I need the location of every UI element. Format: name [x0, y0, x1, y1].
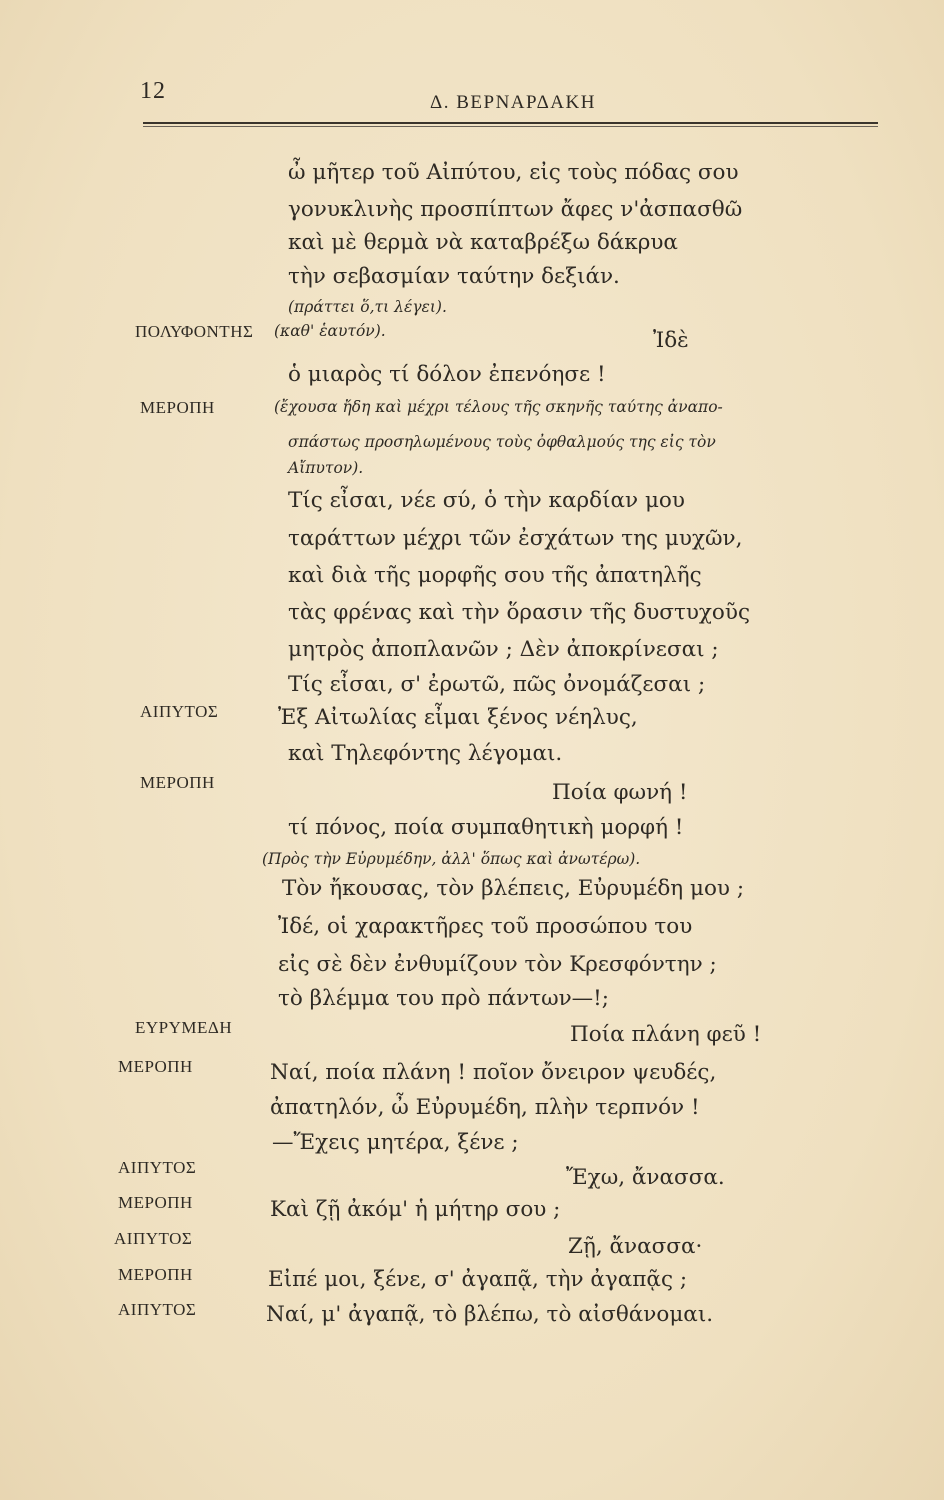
verse-line: Ἰδὲ: [653, 328, 689, 353]
speaker-name: ΑΙΠΥΤΟΣ: [118, 1300, 197, 1319]
verse-line: Ναί, ποία πλάνη ! ποῖον ὄνειρον ψευδές,: [270, 1060, 717, 1085]
verse-line: ὁ μιαρὸς τί δόλον ἐπενόησε !: [288, 362, 606, 387]
verse-line: Ζῇ, ἄνασσα·: [568, 1234, 703, 1259]
verse-line: τὰς φρένας καὶ τὴν ὅρασιν τῆς δυστυχοῦς: [288, 600, 750, 625]
speaker-name: ΕΥΡΥΜΕΔΗ: [135, 1018, 233, 1037]
verse-line: ὦ μῆτερ τοῦ Αἰπύτου, εἰς τοὺς πόδας σου: [288, 160, 739, 185]
verse-line: εἰς σὲ δὲν ἐνθυμίζουν τὸν Κρεσφόντην ;: [278, 952, 717, 977]
stage-direction: (καθ' ἑαυτόν).: [274, 322, 386, 340]
verse-line: ταράττων μέχρι τῶν ἐσχάτων της μυχῶν,: [288, 526, 743, 551]
verse-line: καὶ μὲ θερμὰ νὰ καταβρέξω δάκρυα: [288, 230, 678, 255]
verse-line: —Ἔχεις μητέρα, ξένε ;: [272, 1130, 519, 1155]
speaker-name: ΜΕΡΟΠΗ: [118, 1265, 193, 1284]
verse-line: καὶ διὰ τῆς μορφῆς σου τῆς ἀπατηλῆς: [288, 563, 702, 588]
verse-line: Ποία πλάνη φεῦ !: [570, 1022, 762, 1047]
speaker-name: ΜΕΡΟΠΗ: [140, 773, 215, 792]
verse-line: Εἰπέ μοι, ξένε, σ' ἀγαπᾷ, τὴν ἀγαπᾷς ;: [268, 1267, 688, 1292]
verse-line: Ἰδέ, οἱ χαρακτῆρες τοῦ προσώπου του: [278, 914, 693, 939]
stage-direction: (ἔχουσα ἤδη καὶ μέχρι τέλους τῆς σκηνῆς ταύτης ἀναπο-: [274, 398, 723, 416]
speaker-name: ΑΙΠΥΤΟΣ: [140, 702, 219, 721]
speaker-name: ΠΟΛΥΦΟΝΤΗΣ: [135, 322, 254, 341]
verse-line: Τὸν ἤκουσας, τὸν βλέπεις, Εὐρυμέδη μου ;: [282, 876, 745, 901]
stage-direction: σπάστως προσηλωμένους τοὺς ὀφθαλμούς της εἰς τὸν: [288, 433, 716, 451]
page-number: 12: [140, 78, 166, 104]
verse-line: Τίς εἶσαι, σ' ἐρωτῶ, πῶς ὀνομάζεσαι ;: [288, 672, 706, 697]
verse-line: Ἔχω, ἄνασσα.: [566, 1165, 725, 1190]
speaker-name: ΜΕΡΟΠΗ: [140, 398, 215, 417]
verse-line: ἀπατηλόν, ὦ Εὐρυμέδη, πλὴν τερπνόν !: [270, 1095, 700, 1120]
header-rule-thin: [143, 126, 878, 127]
verse-line: μητρὸς ἀποπλανῶν ; Δὲν ἀποκρίνεσαι ;: [288, 637, 719, 662]
verse-line: τὸ βλέμμα του πρὸ πάντων—!;: [278, 986, 610, 1011]
speaker-name: ΑΙΠΥΤΟΣ: [118, 1158, 197, 1177]
verse-line: Τίς εἶσαι, νέε σύ, ὁ τὴν καρδίαν μου: [288, 488, 685, 513]
verse-line: Ναί, μ' ἀγαπᾷ, τὸ βλέπω, τὸ αἰσθάνομαι.: [266, 1302, 714, 1327]
header-rule: [143, 122, 878, 124]
verse-line: καὶ Τηλεφόντης λέγομαι.: [288, 741, 563, 766]
verse-line: Ποία φωνή !: [552, 780, 688, 805]
speaker-name: ΜΕΡΟΠΗ: [118, 1057, 193, 1076]
verse-line: γονυκλινὴς προσπίπτων ἄφες ν'ἀσπασθῶ: [288, 197, 743, 222]
stage-direction: Αἴπυτον).: [288, 459, 364, 477]
verse-line: τὴν σεβασμίαν ταύτην δεξιάν.: [288, 264, 620, 289]
verse-line: τί πόνος, ποία συμπαθητικὴ μορφή !: [288, 815, 684, 840]
speaker-name: ΜΕΡΟΠΗ: [118, 1193, 193, 1212]
speaker-name: ΑΙΠΥΤΟΣ: [114, 1229, 193, 1248]
verse-line: Ἐξ Αἰτωλίας εἶμαι ξένος νέηλυς,: [278, 705, 638, 730]
stage-direction: (Πρὸς τὴν Εὐρυμέδην, ἀλλ' ὅπως καὶ ἀνωτέρω).: [262, 850, 641, 868]
verse-line: Καὶ ζῇ ἀκόμ' ἡ μήτηρ σου ;: [270, 1197, 561, 1222]
stage-direction: (πράττει ὅ,τι λέγει).: [288, 298, 447, 316]
running-title: Δ. ΒΕΡΝΑΡΔΑΚΗ: [430, 92, 596, 113]
